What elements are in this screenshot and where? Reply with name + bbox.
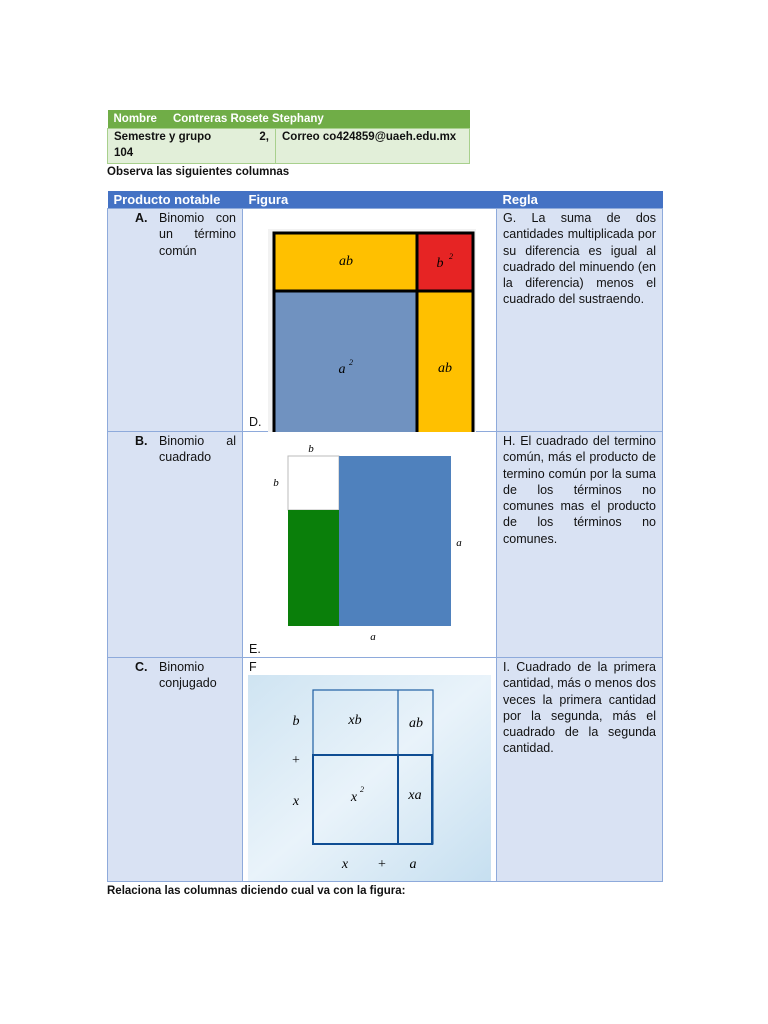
rule-text: G. La suma de dos cantidades multiplicada por su diferencia es igual al cuadrado del minuendo (en la diferencia) menos el cuadrado del sustraendo. — [503, 211, 656, 307]
outro-text: Relaciona las columnas diciendo cual va con la figura: — [107, 885, 406, 897]
products-table — [107, 191, 663, 882]
product-cell — [108, 432, 243, 658]
b-top-label: b — [308, 443, 314, 455]
name-value: Contreras Rosete Stephany — [172, 113, 324, 125]
blue-rect — [339, 456, 451, 626]
product-letter: B. — [135, 434, 148, 448]
name-row — [108, 110, 470, 129]
b-label: b — [292, 714, 300, 729]
a2-rect — [274, 291, 417, 438]
product-letter: A. — [135, 211, 148, 225]
ab-label: ab — [409, 716, 423, 731]
plus-left-label: + — [292, 753, 300, 768]
figure-letter: F — [249, 660, 257, 674]
x-bottom-label: x — [341, 857, 349, 872]
b-square — [288, 456, 339, 510]
plus-bottom-label: + — [378, 857, 386, 872]
figure-cell — [243, 658, 497, 882]
rule-cell — [497, 209, 663, 432]
b2-exponent: 2 — [449, 252, 453, 261]
product-cell — [108, 658, 243, 882]
ab-top-label: ab — [339, 254, 353, 269]
rule-text: H. El cuadrado del termino común, más el producto de termino común por la suma de los términos no comunes mas el producto de los términos no comunes. — [503, 434, 656, 546]
x2-label: x — [350, 790, 358, 805]
rule-cell — [497, 432, 663, 658]
ab-right-label: ab — [438, 361, 452, 376]
figure-letter: D. — [249, 415, 262, 429]
figure-d — [268, 229, 476, 439]
semester-value: 2, — [259, 131, 269, 143]
table-row — [108, 432, 663, 658]
student-info-table — [107, 110, 470, 164]
a-bottom-label: a — [370, 631, 376, 643]
product-label: Binomio con un término común — [159, 211, 236, 258]
rule-cell — [497, 658, 663, 882]
figure-cell — [243, 432, 497, 658]
semester-label: Semestre y grupo — [114, 131, 212, 143]
a2-exponent: 2 — [349, 358, 353, 367]
figure-letter: E. — [249, 642, 261, 656]
table-row — [108, 658, 663, 882]
semester-cell — [108, 129, 276, 164]
product-letter: C. — [135, 660, 148, 674]
green-rect — [288, 510, 339, 626]
header-figura: Figura — [243, 191, 497, 209]
figure-cell — [243, 209, 497, 432]
header-regla: Regla — [497, 191, 663, 209]
product-cell — [108, 209, 243, 432]
header-row — [108, 191, 663, 209]
xa-label: xa — [408, 788, 422, 803]
figure-f — [248, 675, 491, 881]
a-bottom-label: a — [409, 857, 417, 872]
header-producto: Producto notable — [108, 191, 243, 209]
product-label: Binomio conjugado — [159, 660, 217, 691]
intro-text: Observa las siguientes columnas — [107, 166, 290, 178]
figure-f-background — [248, 675, 491, 881]
product-label: Binomio al cuadrado — [159, 434, 236, 465]
b2-rect — [417, 233, 473, 291]
name-label: Nombre — [113, 113, 157, 125]
rule-text: I. Cuadrado de la primera cantidad, más o menos dos veces la primera cantidad por la segunda, más el cuadrado de la segunda cantidad. — [503, 660, 656, 756]
group-value: 104 — [114, 147, 134, 159]
a2-label: a — [338, 362, 346, 377]
email-cell: Correo co424859@uaeh.edu.mx — [276, 129, 470, 164]
xb-label: xb — [348, 713, 362, 728]
b2-label: b — [436, 256, 444, 271]
x2-exponent: 2 — [360, 785, 364, 794]
table-row — [108, 209, 663, 432]
x-left-label: x — [292, 794, 300, 809]
figure-e — [257, 440, 467, 644]
a-right-label: a — [456, 537, 462, 549]
b-left-label: b — [273, 477, 279, 489]
